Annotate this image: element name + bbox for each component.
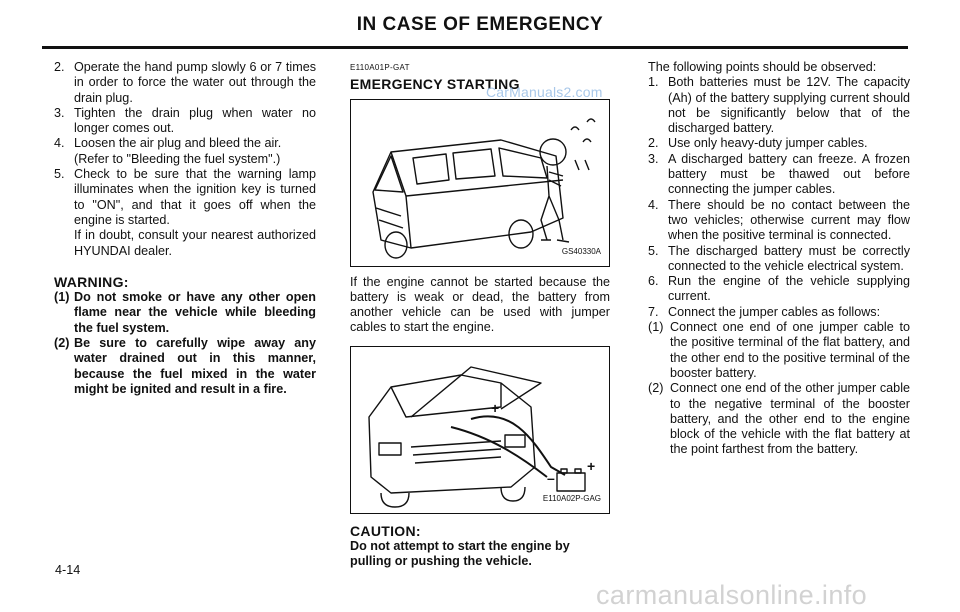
item-text: There should be no contact between the two vehicles; otherwise current may flow when the positive terminal is connected. — [668, 197, 910, 243]
list-item — [648, 320, 910, 381]
warning-item — [54, 336, 316, 397]
list-item — [54, 60, 316, 106]
item-number: 7. — [648, 304, 659, 319]
warning-heading: WARNING: — [54, 273, 129, 290]
intro-line: The following points should be observed: — [648, 60, 877, 74]
figure-code: GS40330A — [561, 247, 601, 257]
jumper-cables-illustration — [351, 347, 608, 513]
item-note: If in doubt, consult your nearest authorized HYUNDAI dealer. — [74, 228, 316, 258]
page-number: 4-14 — [55, 563, 81, 577]
item-text: Operate the hand pump slowly 6 or 7 times in order to force the water out through the drain plug. — [74, 60, 316, 105]
item-number: 4. — [54, 136, 65, 151]
item-number: (2) — [648, 381, 664, 396]
list-item — [54, 106, 316, 137]
item-number: 1. — [648, 75, 659, 90]
list-item — [648, 75, 910, 136]
item-text: Use only heavy-duty jumper cables. — [668, 136, 868, 151]
item-text: Check to be sure that the warning lamp illuminates when the ignition key is turned to "ON", and that it goes off when the engine is started. — [74, 167, 316, 227]
plus-label: + — [491, 399, 500, 416]
item-text: Loosen the air plug and bleed the air. — [74, 136, 282, 151]
warning-text: Be sure to carefully wipe away any water drained out in this manner, because the fuel mixed in the water might be ignited and result in a fire. — [74, 336, 316, 396]
item-number: 2. — [648, 136, 659, 151]
footer-watermark: carmanualsonline.info — [596, 580, 868, 610]
section-title: EMERGENCY STARTING — [350, 76, 520, 93]
item-text: Connect the jumper cables as follows: — [668, 304, 881, 319]
item-number: (1) — [54, 290, 70, 305]
caution-text: Do not attempt to start the engine by pulling or pushing the vehicle. — [350, 539, 570, 569]
item-number: (2) — [54, 336, 70, 351]
minus-label: – — [547, 469, 555, 486]
item-text: Run the engine of the vehicle supplying current. — [668, 274, 910, 304]
item-number: 3. — [54, 105, 65, 120]
list-item — [648, 152, 910, 198]
page-title: IN CASE OF EMERGENCY — [356, 14, 604, 35]
item-number: 2. — [54, 60, 65, 74]
list-item — [648, 136, 910, 151]
warning-item — [54, 290, 316, 336]
item-number: 5. — [54, 167, 65, 182]
column-middle — [350, 60, 610, 570]
item-number: 3. — [648, 151, 659, 166]
list-item — [54, 167, 316, 228]
figure-jumper-cables — [350, 346, 610, 514]
item-number: 6. — [648, 274, 659, 289]
intro-paragraph: If the engine cannot be started because the battery is weak or dead, the battery from another vehicle can be used with jumper cables to start the engine. — [350, 274, 610, 335]
item-text: Connect one end of the other jumper cable to the negative terminal of the booster battery, and the other end to the engine block of the vehicle with the flat battery at the point farthest from the battery. — [670, 381, 910, 457]
item-text: Connect one end of one jumper cable to the positive terminal of the flat battery, and the other end to the positive terminal of the booster battery. — [670, 320, 910, 380]
figure-code: E110A02P-GAG — [542, 494, 601, 504]
list-item — [54, 136, 316, 151]
caution-heading: CAUTION: — [350, 522, 421, 539]
warning-text: Do not smoke or have any other open flame near the vehicle while bleeding the fuel system. — [74, 290, 316, 335]
item-number: 5. — [648, 243, 659, 258]
list-item — [648, 274, 910, 305]
watermark-top: CarManuals2.com — [486, 84, 603, 100]
header-rule — [42, 46, 908, 49]
list-item — [648, 198, 910, 244]
item-note: (Refer to "Bleeding the fuel system".) — [74, 151, 281, 166]
column-left — [54, 60, 316, 397]
item-text: Tighten the drain plug when water no longer comes out. — [74, 105, 316, 136]
plus-label: + — [587, 457, 596, 474]
column-right — [648, 60, 910, 458]
item-text: A discharged battery can freeze. A frozen battery must be thawed out before connecting the jumper cables. — [668, 151, 910, 197]
item-text: The discharged battery must be correctly connected to the vehicle electrical system. — [668, 243, 910, 273]
list-item — [648, 305, 910, 320]
figure-van-push — [350, 99, 610, 267]
van-push-illustration — [351, 100, 608, 266]
item-text: Both batteries must be 12V. The capacity (Ah) of the battery supplying current should not be significantly below that of the discharged battery. — [668, 75, 910, 136]
list-item — [648, 381, 910, 457]
item-number: 4. — [648, 197, 659, 212]
list-item — [648, 244, 910, 275]
item-number: (1) — [648, 320, 664, 335]
section-code: E110A01P-GAT — [350, 63, 410, 72]
